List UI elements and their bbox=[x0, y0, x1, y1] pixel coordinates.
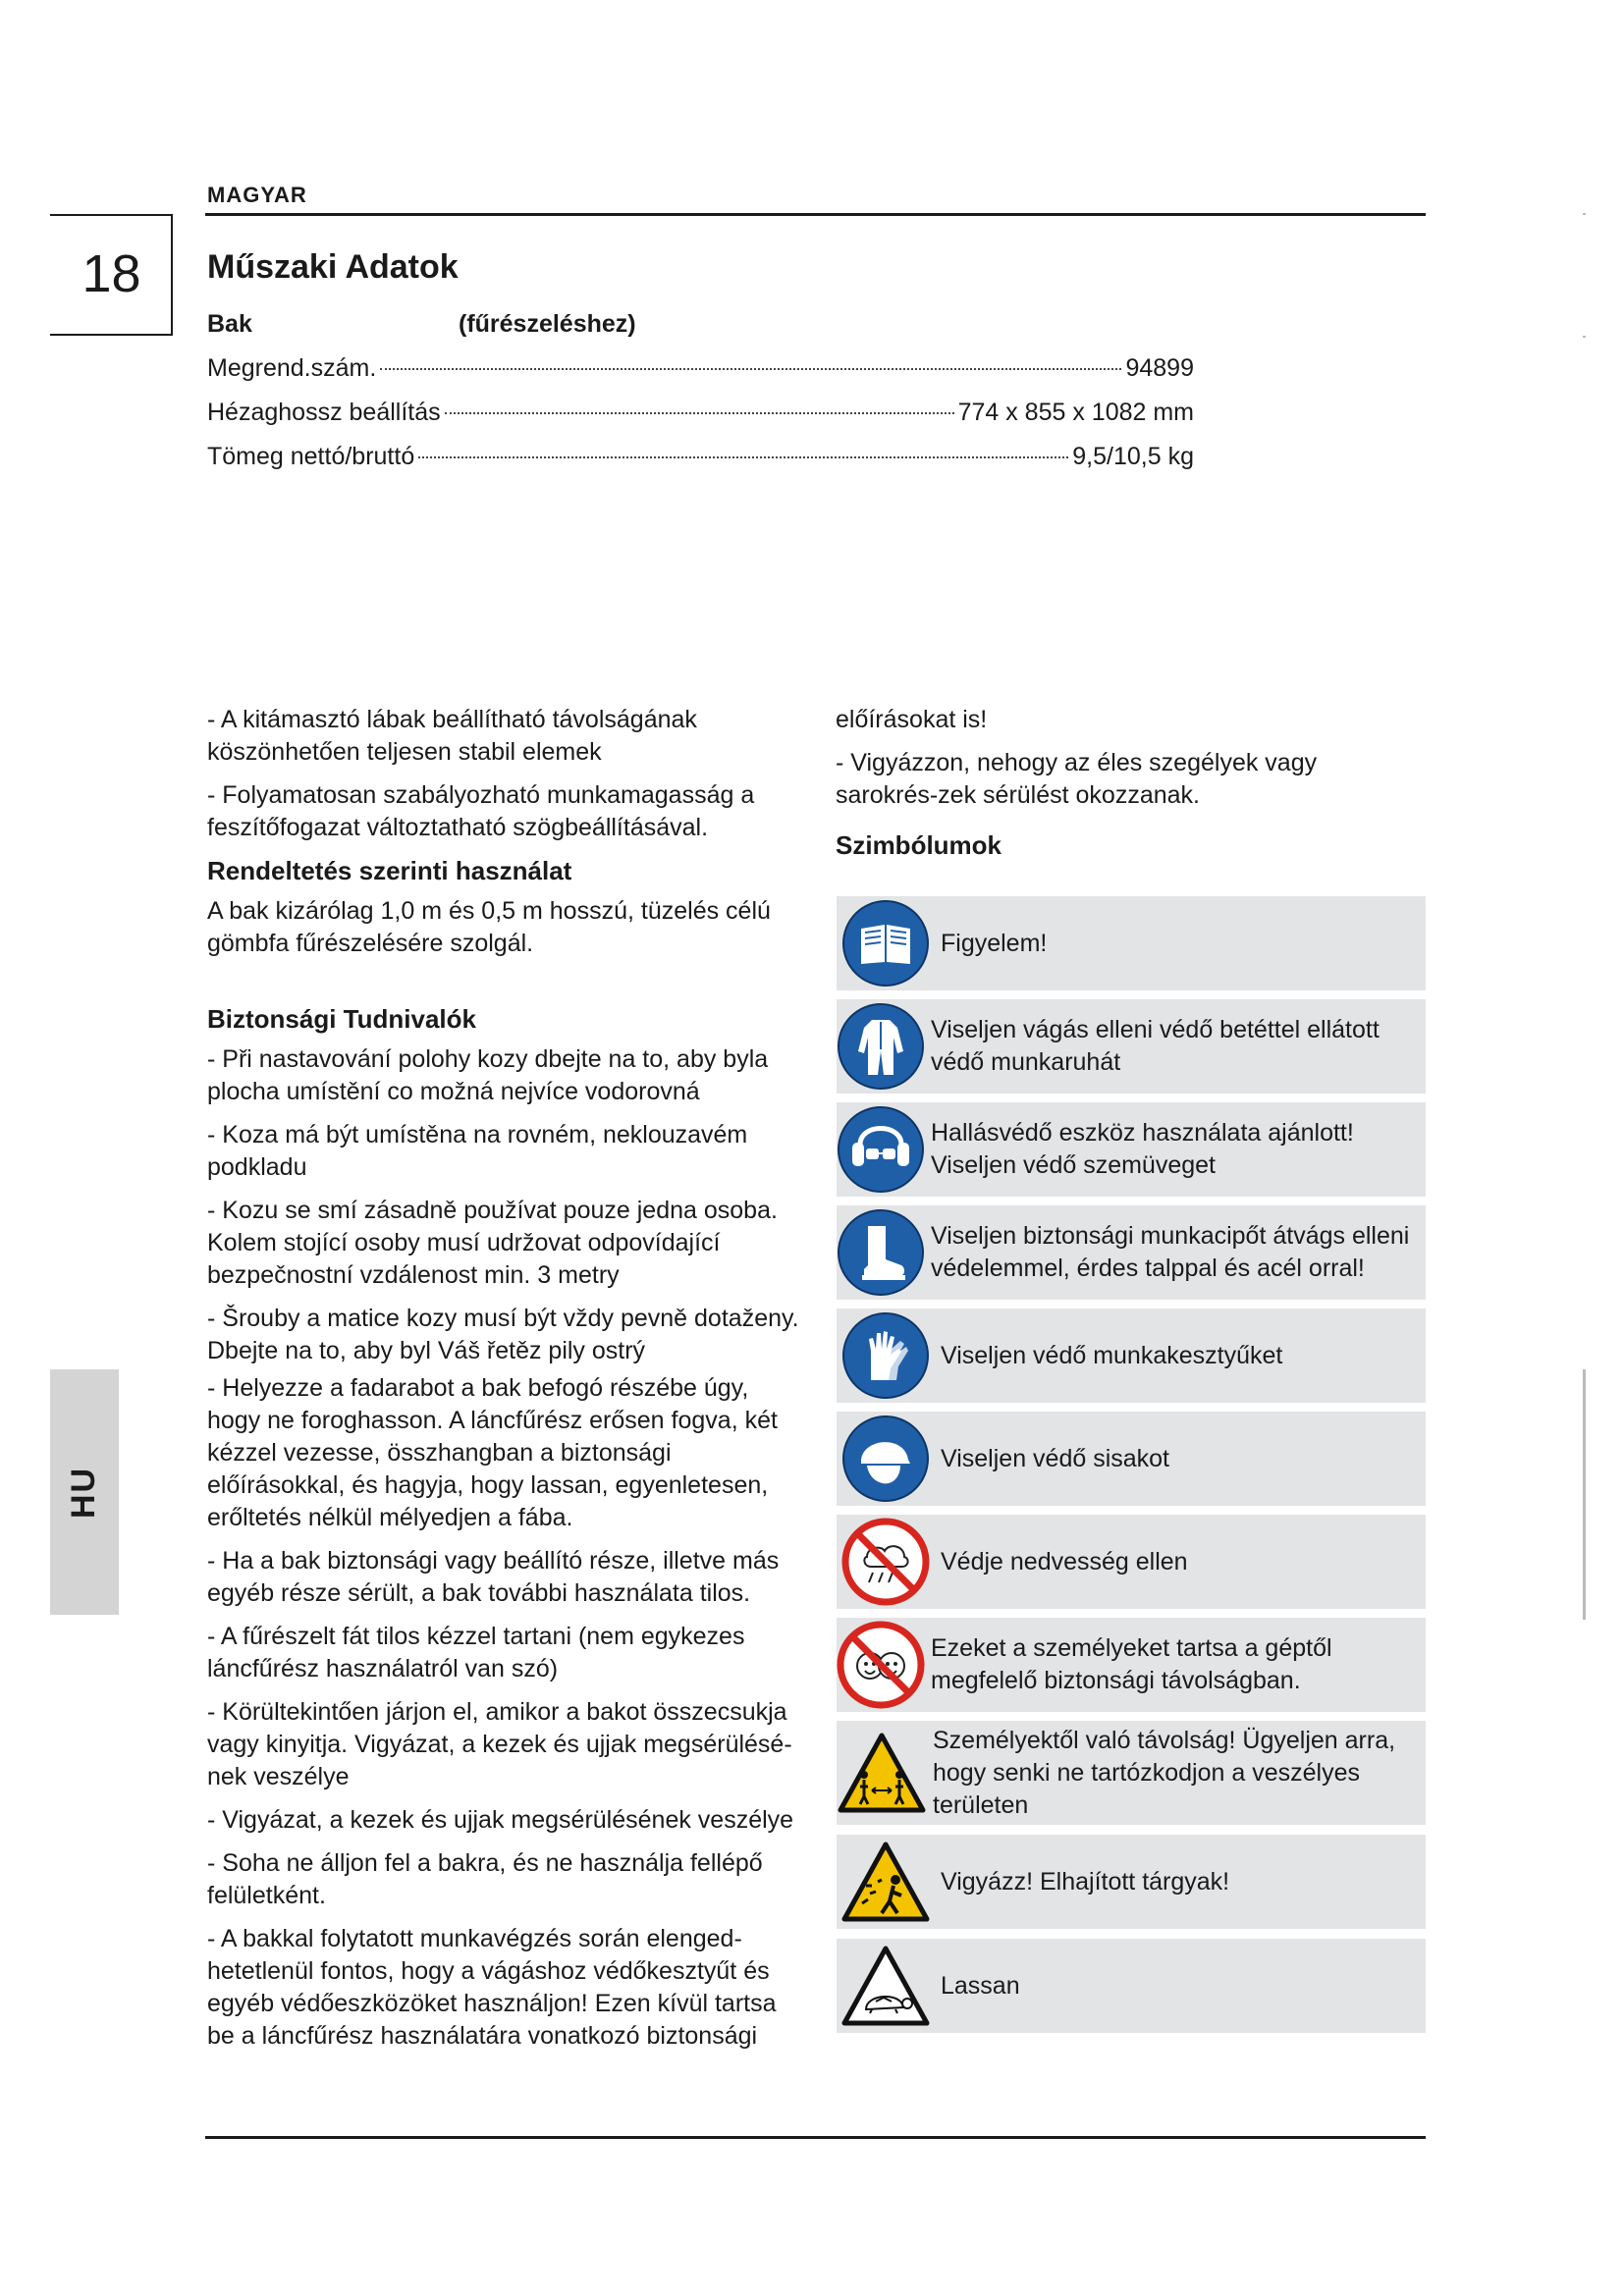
symbol-row bbox=[837, 1618, 1426, 1712]
symbol-row bbox=[837, 999, 1426, 1094]
top-rule bbox=[205, 213, 1426, 216]
symbol-text: Védje nedvesség ellen bbox=[941, 1547, 1188, 1575]
dot-leader bbox=[380, 368, 1121, 370]
language-label: MAGYAR bbox=[207, 183, 307, 207]
symbol-text: Figyelem! bbox=[941, 929, 1048, 957]
intended-use-heading: Rendeltetés szerinti használat bbox=[207, 856, 572, 885]
symbol-row bbox=[837, 1939, 1426, 2033]
safety-item: - Vigyázat, a kezek és ujjak megsérülésének veszélye bbox=[207, 1806, 794, 1834]
symbol-row bbox=[837, 1515, 1426, 1609]
left-column bbox=[207, 704, 806, 2063]
symbol-row bbox=[837, 1412, 1426, 1506]
symbols-heading: Szimbólumok bbox=[836, 830, 1002, 860]
bottom-rule bbox=[205, 2136, 1426, 2139]
safety-item: - Při nastavování polohy kozy dbejte na to, aby byla plocha umístění co možná nejvíce vodorovná bbox=[207, 1045, 769, 1105]
safety-item: - Koza má být umístěna na rovném, neklouzavém podkladu bbox=[207, 1121, 748, 1181]
feature-item: - Folyamatosan szabályozható munkamagasság a feszítőfogazat változtatható szögbeállításával. bbox=[207, 781, 755, 841]
product-name: Bak bbox=[207, 310, 252, 338]
edge-mark bbox=[1583, 336, 1586, 338]
symbol-text: Viseljen biztonsági munkacipőt átvágs elleni védelemmel, érdes talppal és acél orral! bbox=[931, 1222, 1410, 1282]
edge-mark bbox=[1583, 1369, 1586, 1620]
right-column bbox=[836, 704, 1425, 870]
ear-eye-protection-icon bbox=[837, 1102, 925, 1197]
dot-leader bbox=[445, 412, 954, 414]
continuation-text: előírásokat is! bbox=[836, 706, 988, 733]
specs-title: Műszaki Adatok bbox=[207, 248, 459, 286]
spec-row bbox=[207, 443, 1194, 474]
symbol-text: Hallásvédő eszköz használata ajánlott! Viseljen védő szemüveget bbox=[931, 1119, 1354, 1179]
safety-item: - Šrouby a matice kozy musí být vždy pevně dotaženy. Dbejte na to, aby byl Váš řetěz pily ostrý bbox=[207, 1305, 799, 1364]
spec-label: Hézaghossz beállítás bbox=[207, 399, 441, 426]
safety-item: - Soha ne álljon fel a bakra, és ne használja fellépő felületként. bbox=[207, 1849, 763, 1909]
no-rain-icon bbox=[837, 1515, 935, 1609]
symbol-text: Személyektől való távolság! Ügyeljen arra, hogy senki ne tartózkodjon a veszélyes területen bbox=[933, 1726, 1396, 1819]
helmet-icon bbox=[837, 1412, 935, 1506]
page-number: 18 bbox=[81, 244, 141, 303]
language-side-tab-label bbox=[50, 1369, 119, 1615]
symbol-row bbox=[837, 1102, 1426, 1197]
safety-item: - Ha a bak biztonsági vagy beállító része, illetve más egyéb része sérült, a bak további használata tilos. bbox=[207, 1547, 780, 1607]
side-tab-text: HU bbox=[65, 1466, 103, 1519]
safety-item: - A bakkal folytatott munkavégzés során elenged-hetetlenül fontos, hogy a vágáshoz védőkesztyűt és egyéb védőeszközöket használjon! Ezen kívül tartsa be a láncfűrész használatára vonatkozó biztonsági bbox=[207, 1925, 777, 2050]
product-note: (fűrészeléshez) bbox=[459, 310, 636, 338]
slow-turtle-icon bbox=[837, 1939, 935, 2033]
symbol-row bbox=[837, 896, 1426, 990]
symbol-row bbox=[837, 1721, 1426, 1825]
manual-icon bbox=[837, 896, 935, 990]
symbol-row bbox=[837, 1308, 1426, 1403]
gloves-icon bbox=[837, 1308, 935, 1403]
symbol-text: Vigyázz! Elhajított tárgyak! bbox=[941, 1867, 1230, 1896]
protective-suit-icon bbox=[837, 999, 925, 1094]
spec-row bbox=[207, 399, 1194, 430]
spec-value: 774 x 855 x 1082 mm bbox=[957, 399, 1194, 426]
spec-row bbox=[207, 354, 1194, 386]
spec-label: Tömeg nettó/bruttó bbox=[207, 443, 415, 470]
no-children-icon bbox=[837, 1618, 925, 1712]
safety-item: - A fűrészelt fát tilos kézzel tartani (nem egykezes láncfűrész használatról van szó) bbox=[207, 1623, 745, 1682]
safety-heading: Biztonsági Tudnivalók bbox=[207, 1004, 476, 1034]
feature-item: - A kitámasztó lábak beállítható távolságának köszönhetően teljesen stabil elemek bbox=[207, 706, 697, 766]
safety-boot-icon bbox=[837, 1205, 925, 1300]
symbol-row bbox=[837, 1835, 1426, 1929]
symbol-text: Lassan bbox=[941, 1971, 1020, 2000]
spec-value: 94899 bbox=[1125, 354, 1194, 382]
spec-value: 9,5/10,5 kg bbox=[1072, 443, 1194, 470]
edge-mark bbox=[1583, 213, 1586, 215]
symbol-text: Viseljen védő sisakot bbox=[941, 1444, 1170, 1472]
dot-leader bbox=[418, 456, 1068, 458]
distance-warning-icon bbox=[837, 1721, 927, 1825]
safety-item: - Kozu se smí zásadně používat pouze jedna osoba. Kolem stojící osoby musí udržovat odpovídající bezpečnostní vzdálenost min. 3 metry bbox=[207, 1197, 778, 1289]
spec-label: Megrend.szám. bbox=[207, 354, 377, 382]
flying-objects-warning-icon bbox=[837, 1835, 935, 1929]
symbol-row bbox=[837, 1205, 1426, 1300]
symbol-text: Viseljen vágás elleni védő betéttel ellátott védő munkaruhát bbox=[931, 1016, 1380, 1076]
symbol-text: Ezeket a személyeket tartsa a géptől megfelelő biztonsági távolságban. bbox=[931, 1634, 1332, 1694]
symbol-text: Viseljen védő munkakesztyűket bbox=[941, 1341, 1283, 1369]
safety-item: - Helyezze a fadarabot a bak befogó részébe úgy, hogy ne foroghasson. A láncfűrész erősen fogva, két kézzel vezesse, összhangban a biztonsági előírásokkal, és hagyja, hogy lassan, egyenletesen, erőltetés nélkül mélyedjen a fába. bbox=[207, 1374, 778, 1531]
safety-item: - Körültekintően járjon el, amikor a bakot összecsukja vagy kinyitja. Vigyázat, a kezek és ujjak megsérülésé-nek veszélye bbox=[207, 1698, 792, 1790]
intended-use-text: A bak kizárólag 1,0 m és 0,5 m hosszú, tüzelés célú gömbfa fűrészelésére szolgál. bbox=[207, 897, 771, 957]
warning-item: - Vigyázzon, nehogy az éles szegélyek vagy sarokrés-zek sérülést okozzanak. bbox=[836, 749, 1318, 809]
